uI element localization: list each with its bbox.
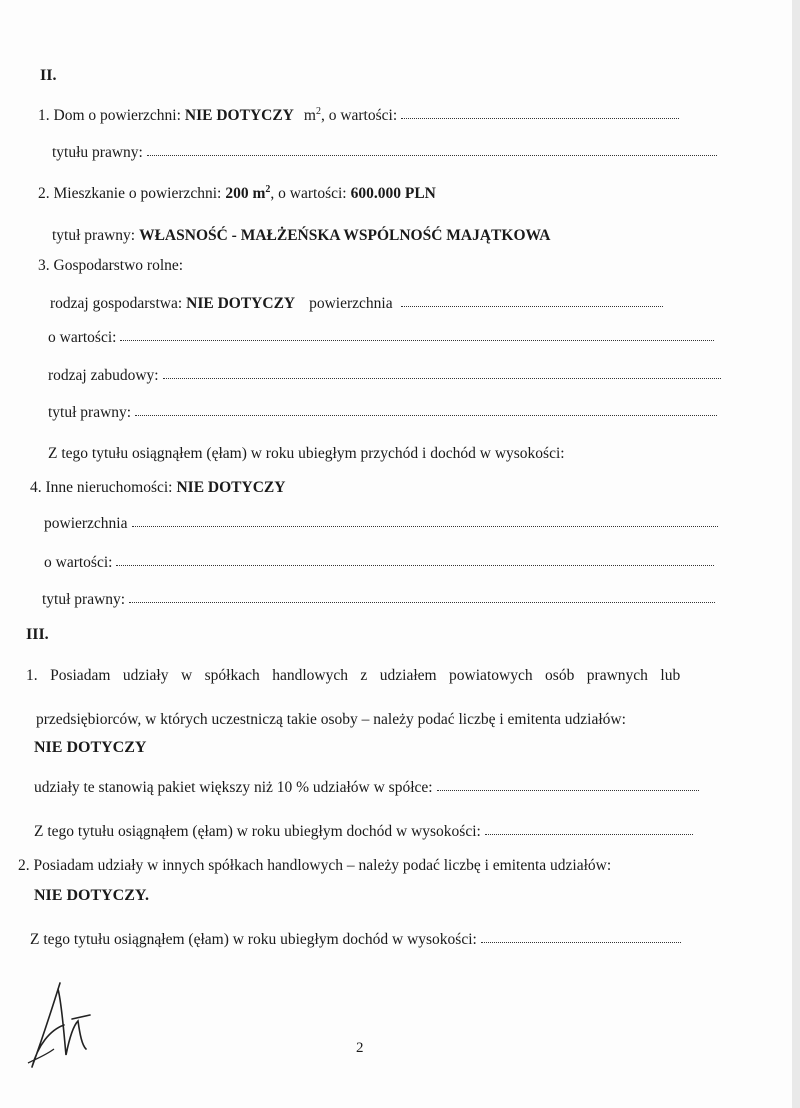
- gospodarstwo-title-label: tytuł prawny:: [48, 404, 132, 421]
- dom-unit-sup: 2: [315, 106, 321, 117]
- iii-item1-pakiet-dots: [437, 784, 699, 791]
- inne-line: [30, 478, 285, 498]
- gospodarstwo-value-dots: [120, 334, 714, 341]
- dom-after: , o wartości:: [320, 107, 398, 124]
- page-number: 2: [356, 1040, 364, 1056]
- gospodarstwo-area-dots: [401, 300, 663, 307]
- iii-item1-text1: 1. Posiadam udziały w spółkach handlowych z udziałem powiatowych osób prawnych lub: [26, 667, 681, 684]
- iii-item2-value: NIE DOTYCZY.: [34, 887, 149, 904]
- iii-item1-income-dots: [485, 828, 693, 835]
- handwritten-signature: [20, 975, 110, 1075]
- gospodarstwo-title-line: [48, 403, 717, 423]
- inne-value: NIE DOTYCZY: [176, 479, 286, 496]
- inne-value-label: o wartości:: [44, 554, 113, 571]
- iii-item1-line1: [26, 666, 680, 686]
- gospodarstwo-income-text: Z tego tytułu osiągnąłem (ęłam) w roku ubiegłym przychód i dochód w wysokości:: [48, 445, 565, 462]
- iii-item1-value: NIE DOTYCZY: [34, 739, 147, 756]
- mieszkanie-prefix: 2. Mieszkanie o powierzchni:: [38, 185, 222, 202]
- mieszkanie-title-label: tytuł prawny:: [52, 227, 136, 244]
- gospodarstwo-type-label: rodzaj gospodarstwa:: [50, 295, 183, 312]
- dom-value-dots: [401, 112, 679, 119]
- gospodarstwo-line: [38, 256, 183, 276]
- iii-item1-income-line: [34, 822, 693, 842]
- iii-item1-text2: przedsiębiorców, w których uczestniczą takie osoby – należy podać liczbę i emitenta udziałów:: [36, 711, 626, 728]
- iii-item1-pakiet-line: [34, 778, 699, 798]
- inne-area-line: [44, 514, 718, 534]
- inne-area-label: powierzchnia: [44, 515, 128, 532]
- inne-value-line: [44, 553, 714, 573]
- inne-title-line: [42, 590, 715, 610]
- iii-item2-line: [18, 856, 611, 876]
- iii-item1-line2: [36, 710, 626, 730]
- gospodarstwo-buildings-dots: [163, 372, 721, 379]
- section-ii-heading-text: II.: [40, 67, 57, 84]
- iii-item2-text: 2. Posiadam udziały w innych spółkach handlowych – należy podać liczbę i emitenta udziałów:: [18, 857, 612, 874]
- mieszkanie-title-line: [52, 226, 550, 246]
- section-iii-heading-text: III.: [26, 626, 49, 643]
- mieszkanie-line: [38, 184, 436, 206]
- inne-prefix: 4. Inne nieruchomości:: [30, 479, 173, 496]
- inne-value-dots: [116, 559, 714, 566]
- gospodarstwo-type-line: [50, 294, 663, 314]
- gospodarstwo-label: 3. Gospodarstwo rolne:: [38, 257, 184, 274]
- mieszkanie-mid: , o wartości:: [270, 185, 347, 202]
- mieszkanie-area-sup: 2: [265, 184, 271, 195]
- scan-edge-shadow: [792, 0, 800, 1108]
- dom-title-dots: [147, 149, 717, 156]
- iii-item2-value-line: [34, 886, 149, 906]
- iii-item1-income-label: Z tego tytułu osiągnąłem (ęłam) w roku ubiegłym dochód w wysokości:: [34, 823, 481, 840]
- gospodarstwo-buildings-line: [48, 366, 721, 386]
- gospodarstwo-buildings-label: rodzaj zabudowy:: [48, 367, 159, 384]
- iii-item1-pakiet-label: udziały te stanowią pakiet większy niż 10 % udziałów w spółce:: [34, 779, 433, 796]
- iii-item1-value-line: [34, 738, 146, 758]
- dom-line: [38, 106, 679, 128]
- dom-prefix: 1. Dom o powierzchni:: [38, 107, 181, 124]
- dom-title-line: [52, 143, 717, 163]
- inne-title-dots: [129, 596, 715, 603]
- mieszkanie-title-value: WŁASNOŚĆ - MAŁŻEŃSKA WSPÓLNOŚĆ MAJĄTKOWA: [139, 227, 551, 244]
- iii-item2-income-line: [30, 930, 681, 950]
- gospodarstwo-area-label: powierzchnia: [309, 295, 393, 312]
- section-ii-heading: [40, 66, 56, 86]
- iii-item2-income-dots: [481, 936, 681, 943]
- dom-value: NIE DOTYCZY: [184, 107, 294, 124]
- gospodarstwo-type-value: NIE DOTYCZY: [186, 295, 296, 312]
- inne-title-label: tytuł prawny:: [42, 591, 126, 608]
- gospodarstwo-value-line: [48, 328, 714, 348]
- gospodarstwo-value-label: o wartości:: [48, 329, 117, 346]
- iii-item2-income-label: Z tego tytułu osiągnąłem (ęłam) w roku ubiegłym dochód w wysokości:: [30, 931, 477, 948]
- dom-unit: m: [303, 107, 316, 124]
- gospodarstwo-income-line: [48, 444, 565, 464]
- mieszkanie-area: 200 m: [225, 185, 266, 202]
- section-iii-heading: [26, 625, 49, 645]
- inne-area-dots: [132, 520, 718, 527]
- gospodarstwo-title-dots: [135, 409, 717, 416]
- mieszkanie-value: 600.000 PLN: [350, 185, 436, 202]
- dom-title-label: tytułu prawny:: [52, 144, 143, 161]
